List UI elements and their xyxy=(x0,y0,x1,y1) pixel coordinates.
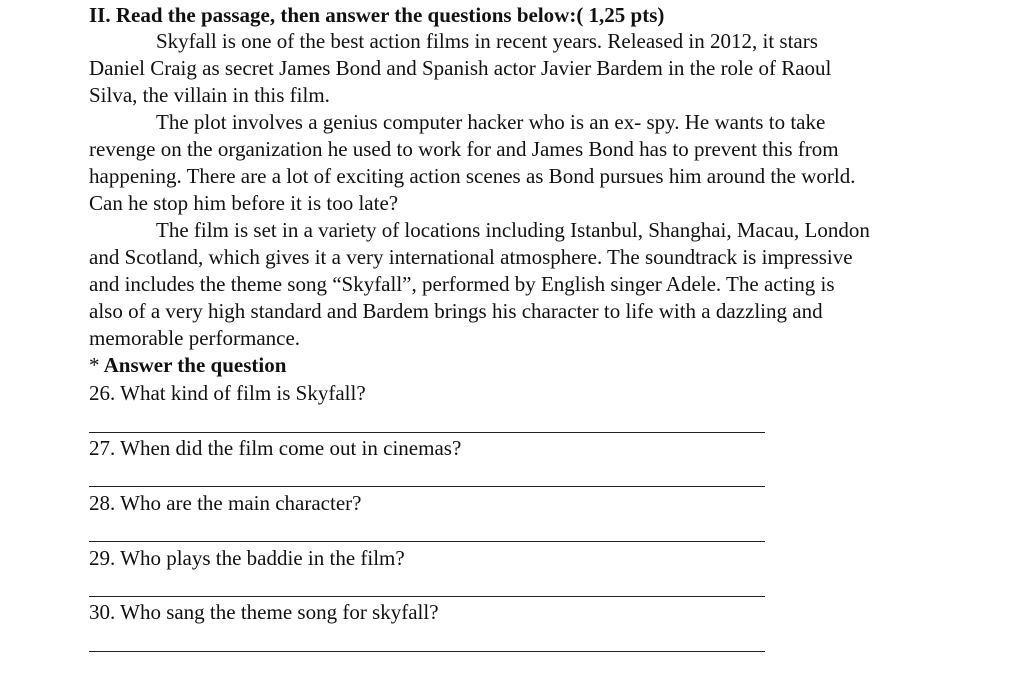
answer-line-29[interactable] xyxy=(89,596,765,597)
answer-line-30[interactable] xyxy=(89,651,765,652)
passage-line: Skyfall is one of the best action films in recent years. Released in 2012, it stars xyxy=(156,29,818,53)
passage-line: The film is set in a variety of locations including Istanbul, Shanghai, Macau, London xyxy=(156,218,870,242)
passage-line: revenge on the organization he used to work for and James Bond has to prevent this from xyxy=(89,137,839,161)
passage-line: Silva, the villain in this film. xyxy=(89,83,330,107)
answer-line-27[interactable] xyxy=(89,486,765,487)
passage-line: also of a very high standard and Bardem brings his character to life with a dazzling and xyxy=(89,299,823,323)
passage-line: memorable performance. xyxy=(89,326,301,350)
passage-line: happening. There are a lot of exciting action scenes as Bond pursues him around the world. xyxy=(89,164,856,188)
answer-section-heading xyxy=(89,352,286,379)
passage-line: Can he stop him before it is too late? xyxy=(89,191,399,215)
passage-line: and includes the theme song “Skyfall”, performed by English singer Adele. The acting is xyxy=(89,272,835,296)
question-30: 30. Who sang the theme song for skyfall? xyxy=(89,600,439,624)
passage-paragraph-2 xyxy=(89,109,969,217)
passage-paragraph-1 xyxy=(89,28,969,109)
question-27: 27. When did the film come out in cinemas? xyxy=(89,436,462,460)
passage-line: and Scotland, which gives it a very international atmosphere. The soundtrack is impressive xyxy=(89,245,853,269)
answer-heading-text: Answer the question xyxy=(103,353,287,377)
asterisk-bullet: * xyxy=(89,353,100,377)
question-26: 26. What kind of film is Skyfall? xyxy=(89,381,366,405)
answer-line-28[interactable] xyxy=(89,541,765,542)
passage-paragraph-3 xyxy=(89,217,969,352)
question-28: 28. Who are the main character? xyxy=(89,491,362,515)
answer-line-26[interactable] xyxy=(89,432,765,433)
passage-line: The plot involves a genius computer hacker who is an ex- spy. He wants to take xyxy=(156,110,826,134)
passage-line: Daniel Craig as secret James Bond and Spanish actor Javier Bardem in the role of Raoul xyxy=(89,56,832,80)
section-heading: II. Read the passage, then answer the questions below:( 1,25 pts) xyxy=(89,3,665,27)
question-29: 29. Who plays the baddie in the film? xyxy=(89,546,405,570)
